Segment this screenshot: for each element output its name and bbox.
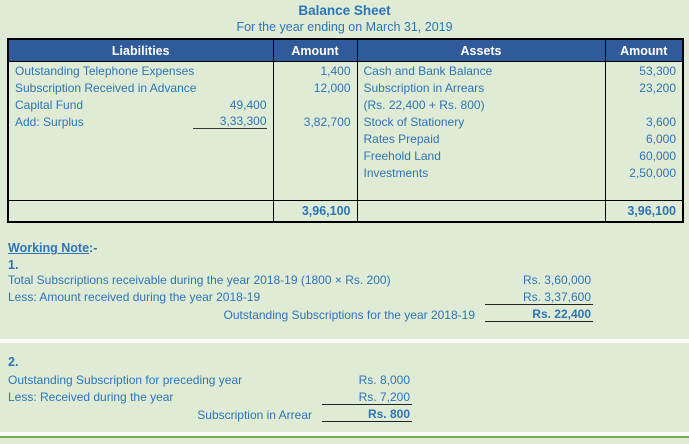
total-asset-amount: 3,96,100 <box>605 201 683 223</box>
working-note-heading-suffix: :- <box>89 241 98 255</box>
liability-cell <box>8 79 273 96</box>
liability-label: Capital Fund <box>15 97 84 112</box>
table-row <box>8 181 683 201</box>
asset-label <box>357 181 605 201</box>
bottom-accent-line <box>0 436 689 438</box>
note-1-number: 1. <box>8 258 19 272</box>
note-1-calculation <box>8 271 593 324</box>
liability-amount <box>273 96 357 113</box>
liability-amount <box>273 181 357 201</box>
liability-label: Add: Surplus <box>15 114 84 129</box>
note-result-amount: Rs. 22,400 <box>485 307 593 322</box>
note-row <box>8 271 593 289</box>
table-header-row <box>8 39 683 62</box>
liability-cell <box>8 96 273 113</box>
table-row <box>8 79 683 96</box>
table-row <box>8 62 683 80</box>
liability-amount: 1,400 <box>273 62 357 80</box>
header-assets: Assets <box>357 39 605 62</box>
note-description: Outstanding Subscriptions for the year 2018-19 <box>223 307 475 322</box>
table-total-row <box>8 201 683 223</box>
asset-amount: 2,50,000 <box>605 164 683 181</box>
note-description: Subscription in Arrear <box>197 407 312 422</box>
note-row <box>8 289 593 307</box>
working-note-heading-text: Working Note <box>8 241 90 255</box>
liability-cell <box>8 147 273 164</box>
asset-amount: 53,300 <box>605 62 683 80</box>
liability-amount: 3,82,700 <box>273 113 357 130</box>
note-row <box>8 371 412 389</box>
note-result-amount: Rs. 800 <box>322 407 412 422</box>
total-asset-cell <box>357 201 605 223</box>
note-amount: Rs. 8,000 <box>358 372 410 387</box>
liability-label: Outstanding Telephone Expenses <box>15 63 195 78</box>
asset-amount: 23,200 <box>605 79 683 96</box>
page-title: Balance Sheet <box>298 3 391 18</box>
asset-label: Stock of Stationery <box>357 113 605 130</box>
table-row <box>8 164 683 181</box>
asset-amount: 60,000 <box>605 147 683 164</box>
liability-amount <box>273 147 357 164</box>
asset-label: Subscription in Arrears <box>357 79 605 96</box>
liability-cell <box>8 181 273 201</box>
working-note-heading <box>8 241 97 255</box>
table-row <box>8 96 683 113</box>
liability-cell <box>8 130 273 147</box>
note-description: Total Subscriptions receivable during the year 2018-19 (1800 × Rs. 200) <box>8 272 391 287</box>
asset-label: Investments <box>357 164 605 181</box>
note-row <box>8 389 412 407</box>
liability-cell <box>8 164 273 181</box>
asset-amount: 3,600 <box>605 113 683 130</box>
row-separator <box>0 339 689 343</box>
note-amount: Rs. 3,37,600 <box>485 290 593 305</box>
note-description: Less: Received during the year <box>8 390 174 405</box>
liability-cell <box>8 113 273 130</box>
note-2-number: 2. <box>8 355 19 369</box>
liability-label: Subscription Received in Advance <box>15 80 197 95</box>
note-row <box>8 406 412 424</box>
header-liabilities: Liabilities <box>8 39 273 62</box>
total-liability-cell <box>8 201 273 223</box>
liability-inner-amount: 3,33,300 <box>193 114 267 129</box>
note-description: Outstanding Subscription for preceding year <box>8 372 243 387</box>
note-2-calculation <box>8 371 412 424</box>
note-amount: Rs. 3,60,000 <box>522 272 591 287</box>
note-row <box>8 306 593 324</box>
asset-label: (Rs. 22,400 + Rs. 800) <box>357 96 605 113</box>
liability-inner-amount: 49,400 <box>229 97 267 112</box>
asset-label: Rates Prepaid <box>357 130 605 147</box>
header-amount-left: Amount <box>273 39 357 62</box>
asset-label: Cash and Bank Balance <box>357 62 605 80</box>
page-subtitle: For the year ending on March 31, 2019 <box>236 20 453 34</box>
table-row <box>8 113 683 130</box>
table-row <box>8 130 683 147</box>
header-amount-right: Amount <box>605 39 683 62</box>
note-description: Less: Amount received during the year 2018-19 <box>8 290 261 305</box>
liability-amount <box>273 130 357 147</box>
asset-amount <box>605 96 683 113</box>
asset-label: Freehold Land <box>357 147 605 164</box>
liability-cell <box>8 62 273 80</box>
asset-amount: 6,000 <box>605 130 683 147</box>
note-amount: Rs. 7,200 <box>322 390 412 405</box>
liability-amount: 12,000 <box>273 79 357 96</box>
total-liability-amount: 3,96,100 <box>273 201 357 223</box>
liability-amount <box>273 164 357 181</box>
asset-amount <box>605 181 683 201</box>
table-row <box>8 147 683 164</box>
balance-sheet-table <box>7 38 684 223</box>
